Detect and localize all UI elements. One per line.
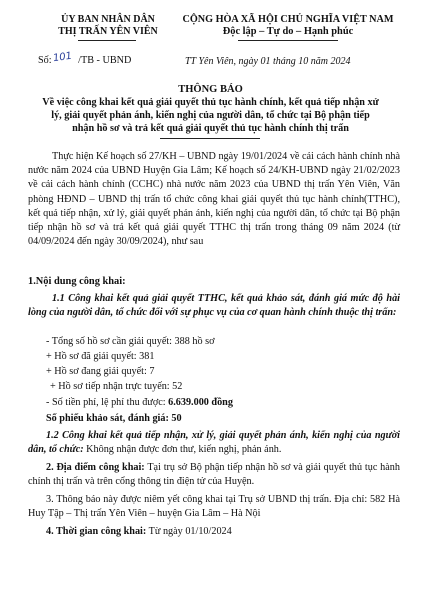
section4-heading: 4. Thời gian công khai: [46, 526, 147, 537]
agency-subname: THỊ TRẤN YÊN VIÊN [58, 26, 158, 37]
handwritten-number: 101 [52, 50, 73, 65]
agency-underline [78, 40, 136, 41]
doc-number-prefix: Số: [38, 55, 52, 66]
notice-subject-line2: lý, giải quyết phản ánh, kiến nghị của người dân, tổ chức tại Bộ phận tiếp [51, 110, 370, 121]
place-date: TT Yên Viên, ngày 01 tháng 10 năm 2024 [185, 56, 351, 67]
title-underline [160, 138, 260, 139]
subsection-1-2 [28, 429, 400, 457]
section4-text: Từ ngày 01/10/2024 [148, 526, 232, 537]
stat-total: - Tổng số hồ sơ cần giải quyết: 388 hồ sơ [46, 336, 215, 347]
notice-subject-line1: Về việc công khai kết quả giải quyết thủ tục hành chính, kết quả tiếp nhận xử [42, 97, 379, 108]
intro-paragraph: Thực hiện Kế hoạch số 27/KH – UBND ngày 19/01/2024 về cải cách hành chính nhà nước năm 2024 của UBND Huyện Gia Lâm; Kế hoạch số 24/KH-UBND ngày 21/02/2023 về cải cách hành chính (CCHC) nhà nước năm 2023 của UBND thị trấn Yên Viên, Văn phòng HĐND – UBND thị trấn tổ chức công khai giải quyết thủ tục hành chính(TTHC), kết quả tiếp nhận, xử lý, giải quyết phản ánh, kiến nghị của người dân, tổ chức tại Bộ phận tiếp nhận hồ sơ và trả kết quả giải quyết TTHC thị trấn trong tháng 09 năm 2024 (từ 04/09/2024 đến ngày 30/09/2024), như sau [28, 151, 400, 248]
section4 [28, 525, 400, 539]
stat-online: + Hồ sơ tiếp nhận trực tuyến: 52 [50, 381, 183, 392]
section1-heading: 1.Nội dung công khai: [28, 276, 126, 287]
doc-number-suffix: /TB - UBND [78, 55, 132, 66]
fee-label: - Số tiền phí, lệ phí thu được: [46, 397, 166, 408]
subsection-1-2-heading: 1.2 Công khai kết quả tiếp nhận, xử lý, giải quyết phản ánh, kiến nghị của người dân, tổ chức: [28, 430, 400, 456]
notice-title: THÔNG BÁO [178, 84, 243, 95]
subsection-1-2-text: Không nhận được đơn thư, kiến nghị, phản ánh. [86, 444, 282, 456]
section3: 3. Thông báo này được niêm yết công khai tại Trụ sở UBND thị trấn. Địa chỉ: 582 Hà Huy Tập – Thị trấn Yên Viên – huyện Gia Lâm – Hà Nội [28, 494, 400, 520]
subsection-1-1-heading: 1.1 Công khai kết quả giải quyết TTHC, kết quả khảo sát, đánh giá mức độ hài lòng của người dân, tổ chức đối với sự phục vụ của cơ quan hành chính thuộc thị trấn: [28, 293, 400, 319]
stat-resolved: + Hồ sơ đã giải quyết: 381 [46, 351, 155, 362]
agency-name: ỦY BAN NHÂN DÂN [61, 14, 155, 25]
stat-in-progress: + Hồ sơ đang giải quyết: 7 [46, 366, 155, 377]
section2-heading: 2. Địa điểm công khai: [46, 462, 145, 473]
survey-count: Số phiếu khảo sát, đánh giá: 50 [46, 413, 182, 424]
fee-line [46, 397, 233, 408]
section2-text: Tại trụ sở Bộ phận tiếp nhận hồ sơ và giải quyết thủ tục hành chính thị trấn và trên cổng thông tin điện tử của Huyện. [28, 462, 400, 488]
national-slogan: Độc lập – Tự do – Hạnh phúc [222, 26, 354, 37]
fee-value: 6.639.000 đồng [168, 397, 233, 408]
section2 [28, 461, 400, 489]
slogan-underline [238, 40, 338, 41]
national-motto: CỘNG HÒA XÃ HỘI CHỦ NGHĨA VIỆT NAM [182, 14, 394, 25]
notice-subject-line3: nhận hồ sơ và trả kết quả giải quyết thủ tục hành chính thị trấn [72, 123, 349, 134]
